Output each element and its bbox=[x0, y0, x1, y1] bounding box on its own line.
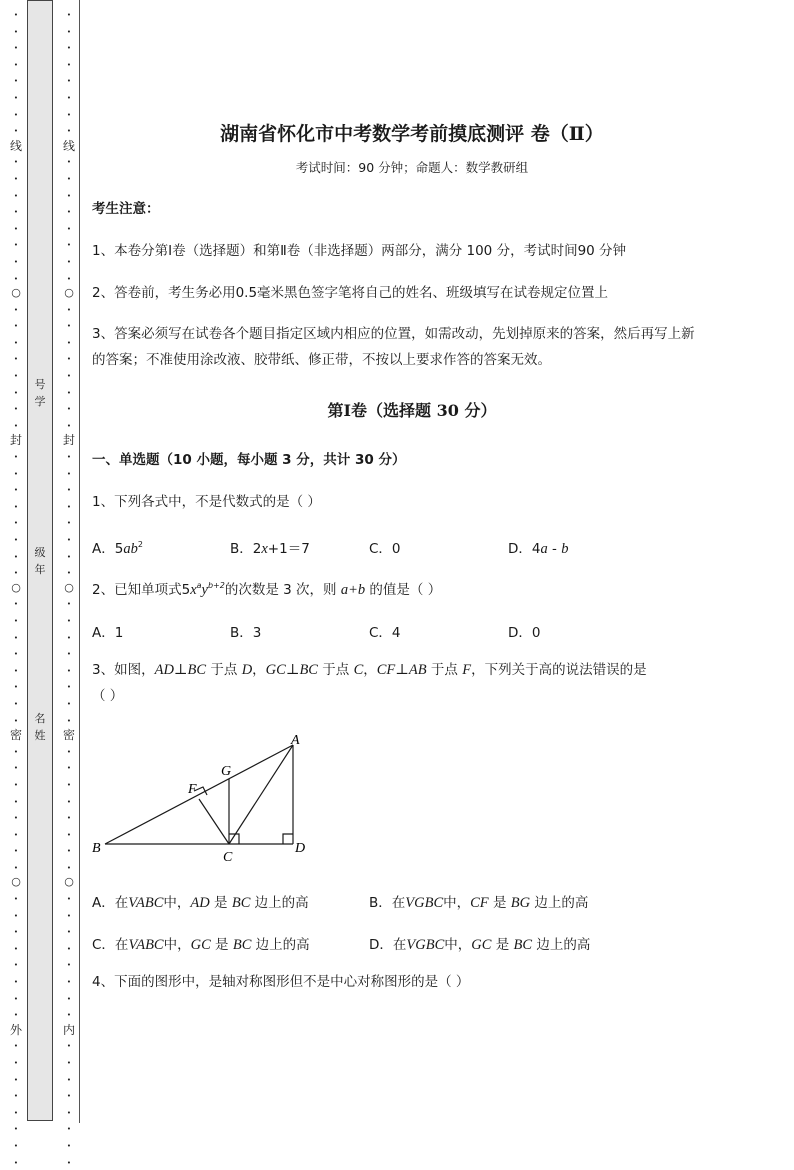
segment-ac bbox=[229, 745, 293, 844]
question-3-stem: 3、如图，AD⊥BC 于点 D，GC⊥BC 于点 C，CF⊥AB 于点 F，下列关于高的说法错误的是 bbox=[92, 662, 647, 678]
class-label: 级 年 bbox=[34, 546, 46, 576]
name-label: 名 姓 bbox=[34, 712, 46, 742]
binding-line bbox=[79, 0, 80, 1123]
page-subtitle: 考试时间：90 分钟；命题人：数学教研组 bbox=[295, 160, 529, 175]
outer-dotted-margin bbox=[10, 6, 22, 1118]
label-b: B bbox=[92, 841, 101, 856]
triangle-figure bbox=[88, 728, 328, 868]
label-f: F bbox=[188, 782, 197, 797]
margin-char-seal: 封 bbox=[10, 433, 23, 448]
notice-item: 2、答卷前，考生务必用0.5毫米黑色签字笔将自己的姓名、班级填写在试卷规定位置上 bbox=[92, 285, 609, 301]
segment-ba bbox=[105, 745, 293, 844]
page-title: 湖南省怀化市中考数学考前摸底测评 卷（Ⅱ） bbox=[220, 123, 604, 145]
q2-option-c: C．4 bbox=[369, 625, 401, 641]
label-c: C bbox=[223, 850, 233, 865]
label-a: A bbox=[291, 733, 300, 748]
circle-mark: ○ bbox=[64, 580, 74, 594]
label-d: D bbox=[295, 841, 306, 856]
margin-char-line: 线 bbox=[63, 138, 76, 153]
notice-item: 3、答案必须写在试卷各个题目指定区域内相应的位置，如需改动，先划掉原来的答案，然后再写上新 bbox=[92, 326, 695, 342]
section-title: 第Ⅰ卷（选择题 30 分） bbox=[327, 401, 497, 420]
q3-option-d: D．在VGBC中，GC 是 BC 边上的高 bbox=[369, 937, 591, 953]
q1-option-b: B．2x+1＝7 bbox=[230, 541, 310, 557]
right-angle-d bbox=[283, 834, 293, 844]
question-2-stem: 2、已知单项式$5x^ay^{b+2}$的次数是 3 次，则 a+b 的值是（ ） bbox=[92, 581, 442, 598]
margin-char-line: 线 bbox=[10, 138, 23, 153]
label-g: G bbox=[221, 764, 232, 779]
circle-mark: ○ bbox=[64, 875, 74, 889]
circle-mark: ○ bbox=[11, 286, 21, 300]
inner-dotted-margin bbox=[63, 6, 75, 1118]
q2-option-a: A．1 bbox=[92, 625, 124, 641]
q1-option-d: D．4a - b bbox=[508, 541, 569, 557]
q3-option-b: B．在VGBC中，CF 是 BG 边上的高 bbox=[369, 895, 589, 911]
notice-heading: 考生注意： bbox=[92, 201, 160, 217]
q3-option-a: A．在VABC中，AD 是 BC 边上的高 bbox=[92, 895, 309, 911]
q1-option-a: A．$5ab^2$ bbox=[92, 540, 143, 557]
margin-char-secret: 密 bbox=[10, 728, 23, 743]
margin-char-seal: 封 bbox=[63, 433, 76, 448]
question-3-stem-cont: （ ） bbox=[92, 688, 124, 704]
segment-cf bbox=[199, 799, 229, 844]
circle-mark: ○ bbox=[11, 580, 21, 594]
part-heading: 一、单选题（10 小题，每小题 3 分，共计 30 分） bbox=[92, 452, 406, 468]
question-4-stem: 4、下面的图形中，是轴对称图形但不是中心对称图形的是（ ） bbox=[92, 974, 470, 990]
margin-char-inner: 内 bbox=[63, 1022, 76, 1037]
student-number-label: 号 学 bbox=[34, 378, 46, 408]
notice-item: 1、本卷分第Ⅰ卷（选择题）和第Ⅱ卷（非选择题）两部分，满分 100 分，考试时间90 分钟 bbox=[92, 243, 627, 259]
question-1-stem: 1、下列各式中，不是代数式的是（ ） bbox=[92, 494, 321, 510]
margin-char-secret: 密 bbox=[63, 728, 76, 743]
q2-option-d: D．0 bbox=[508, 625, 541, 641]
q3-option-c: C．在VABC中，GC 是 BC 边上的高 bbox=[92, 937, 310, 953]
margin-char-outer: 外 bbox=[10, 1022, 23, 1037]
q2-option-b: B．3 bbox=[230, 625, 262, 641]
circle-mark: ○ bbox=[64, 286, 74, 300]
circle-mark: ○ bbox=[11, 875, 21, 889]
notice-item: 的答案；不准使用涂改液、胶带纸、修正带，不按以上要求作答的答案无效。 bbox=[92, 352, 551, 368]
q1-option-c: C．0 bbox=[369, 541, 401, 557]
